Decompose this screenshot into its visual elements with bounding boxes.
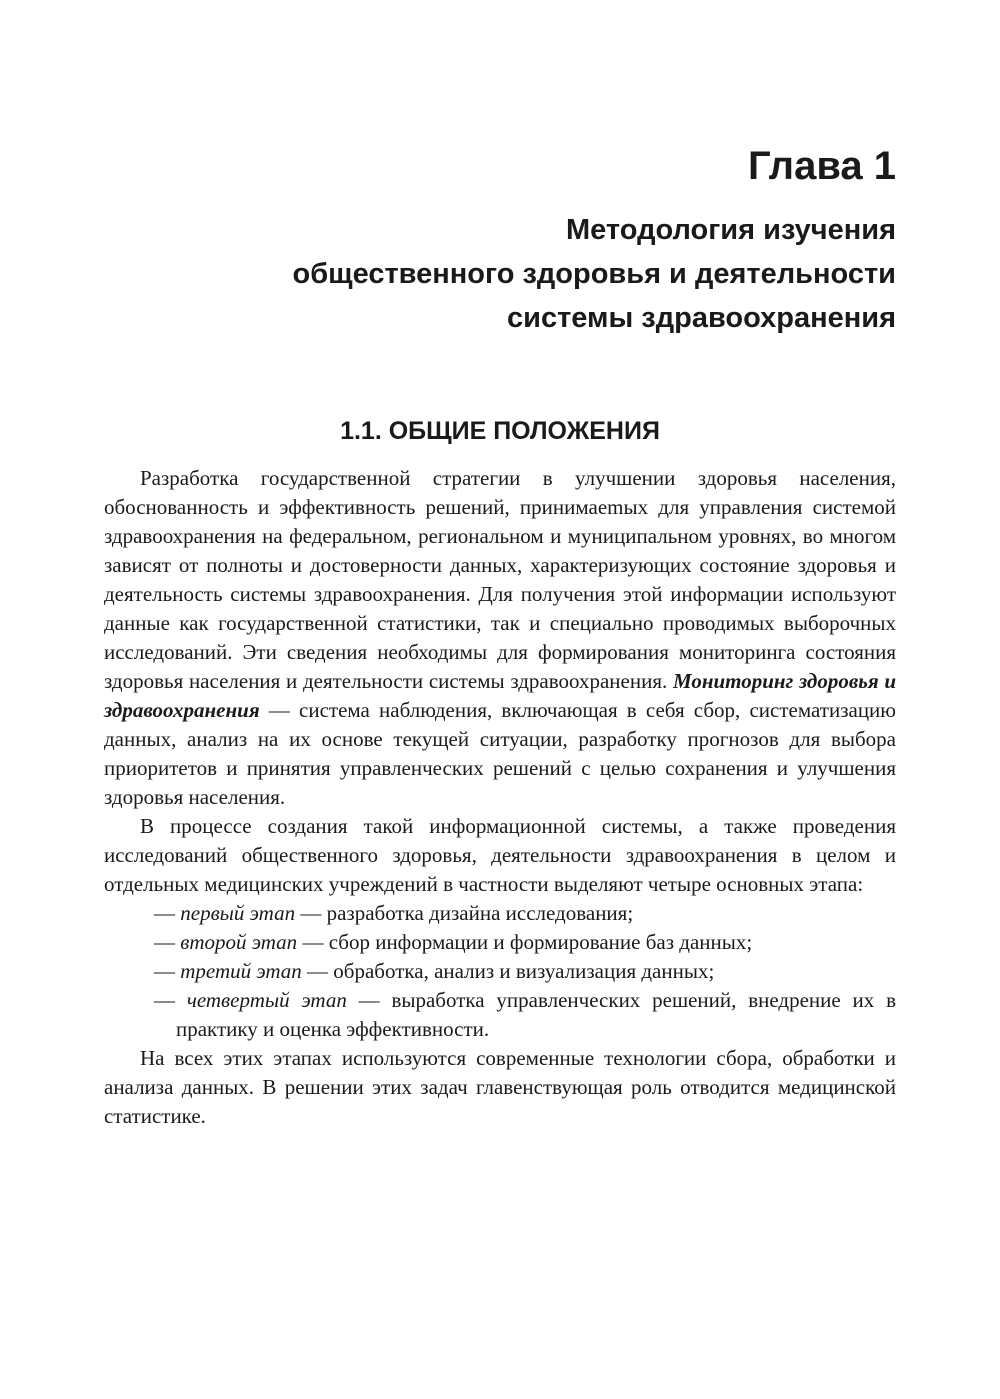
stage-text: — сбор информации и формирование баз данных; <box>297 930 753 954</box>
stage-text: — обработка, анализ и визуализация данных; <box>301 959 715 983</box>
paragraph: На всех этих этапах используются современные технологии сбора, обработки и анализа данных. В решении этих задач главенствующая роль отводится медицинской статистике. <box>104 1046 896 1128</box>
stages-list <box>104 899 896 1044</box>
list-dash: — <box>154 901 175 925</box>
stage-name: третий этап <box>180 959 302 983</box>
stage-text: — выработка управленческих решений, внедрение их в практику и оценка эффективности. <box>176 988 896 1041</box>
stage-name: первый этап <box>180 901 296 925</box>
chapter-title-line: Методология изучения <box>566 214 896 246</box>
list-item <box>154 957 896 986</box>
stage-text: — разработка дизайна исследования; <box>295 901 634 925</box>
paragraph-text: Разработка государственной стратегии в улучшении здоровья населения, обоснованность и эффективность решений, принимаemых для управления системой здравоохранения на федеральном, региональном и муниципальном уровнях, во многом зависят от полноты и достоверности данных, характеризующих состояние здоровья и деятельность системы здравоохранения. Для получения этой информации используют данные как государственной статистики, так и специально проводимых выборочных исследований. Эти сведения необходимы для формирования мониторинга состояния здоровья населения и деятельности системы здравоохранения. <box>104 466 896 693</box>
stage-name: второй этап <box>180 930 298 954</box>
list-dash: — <box>154 959 175 983</box>
list-item <box>154 899 896 928</box>
stage-name: четвертый этап <box>186 988 347 1012</box>
list-item <box>154 928 896 957</box>
section-title: 1.1. ОБЩИЕ ПОЛОЖЕНИЯ <box>340 417 660 445</box>
chapter-title-line: общественного здоровья и деятельности <box>292 258 896 290</box>
chapter-label: Глава 1 <box>747 144 896 188</box>
paragraph: В процессе создания такой информационной системы, а также проведения исследований общественного здоровья, деятельности здравоохранения в целом и отдельных медицинских учреждений в частности выделяют четыре основных этапа: <box>104 814 896 896</box>
book-page <box>104 0 896 1399</box>
list-dash: — <box>154 988 175 1012</box>
list-item <box>154 986 896 1044</box>
term-monitoring: Мониторинг здоровья и здравоохранения <box>104 669 896 722</box>
paragraph <box>104 464 896 812</box>
body-text <box>104 464 896 1131</box>
chapter-title-line: системы здравоохранения <box>506 302 896 334</box>
chapter-title <box>104 208 896 340</box>
list-dash: — <box>154 930 175 954</box>
paragraph-text: — система наблюдения, включающая в себя сбор, систематизацию данных, анализ на их основе текущей ситуации, разработку прогнозов для выбора приоритетов и принятия управленческих решений с целью сохранения и улучшения здоровья населения. <box>104 698 896 809</box>
